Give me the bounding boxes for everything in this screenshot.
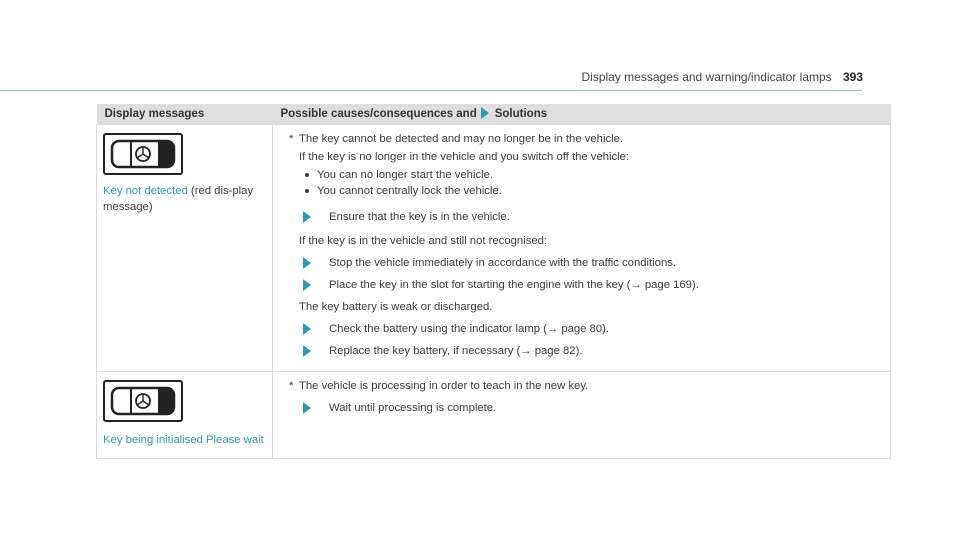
- causes-cell: [273, 125, 891, 372]
- triangle-right-icon: [303, 211, 311, 223]
- triangle-right-icon: [303, 257, 311, 269]
- key-fob-icon: [103, 133, 183, 175]
- col-header-solutions-text: Solutions: [494, 108, 548, 120]
- page-number: 393: [842, 70, 863, 84]
- message-cell: [97, 372, 273, 459]
- triangle-right-icon: [481, 107, 489, 119]
- triangle-right-icon: [303, 279, 311, 291]
- list-item: You cannot centrally lock the vehicle.: [305, 183, 882, 199]
- display-messages-table: [96, 104, 891, 459]
- table-header-row: [97, 104, 891, 125]
- message-cell: [97, 125, 273, 372]
- note-text: If the key is in the vehicle and still not recognised:: [299, 235, 548, 247]
- col-header-causes-text: Possible causes/consequences and: [280, 108, 477, 120]
- message-suffix: (red dis-play message): [103, 185, 254, 213]
- solution-step: Check the battery using the indicator lamp (→ page 80).: [283, 321, 882, 337]
- solution-step: Ensure that the key is in the vehicle.: [283, 209, 882, 225]
- note-text: If the key is no longer in the vehicle and you switch off the vehicle:: [299, 151, 630, 163]
- triangle-right-icon: [303, 402, 311, 414]
- header-title: Display messages and warning/indicator lamps: [581, 70, 832, 84]
- solution-step: Place the key in the slot for starting the engine with the key (→ page 169).: [283, 277, 882, 293]
- table-row: [97, 125, 891, 372]
- cause-text: * The vehicle is processing in order to teach in the new key.: [289, 380, 589, 392]
- causes-cell: [273, 372, 891, 459]
- consequence-list: [283, 167, 882, 199]
- solution-step: Replace the key battery, if necessary (→ page 82).: [283, 343, 882, 359]
- message-name: Key being initialised Please wait: [103, 434, 264, 446]
- note-text: The key battery is weak or discharged.: [299, 301, 493, 313]
- table-row: [97, 372, 891, 459]
- triangle-right-icon: [303, 323, 311, 335]
- triangle-right-icon: [303, 345, 311, 357]
- header-divider: [0, 90, 862, 91]
- message-name: Key not detected: [103, 185, 188, 197]
- message-label: [103, 183, 266, 215]
- cause-text: * The key cannot be detected and may no longer be in the vehicle.: [289, 133, 624, 145]
- list-item: You can no longer start the vehicle.: [305, 167, 882, 183]
- col-header-display-messages: Display messages: [97, 104, 273, 125]
- page-header: [582, 70, 864, 84]
- col-header-causes: [273, 104, 891, 125]
- solution-step: Stop the vehicle immediately in accordance with the traffic conditions.: [283, 255, 882, 271]
- solution-step: Wait until processing is complete.: [283, 400, 882, 416]
- key-fob-icon: [103, 380, 183, 422]
